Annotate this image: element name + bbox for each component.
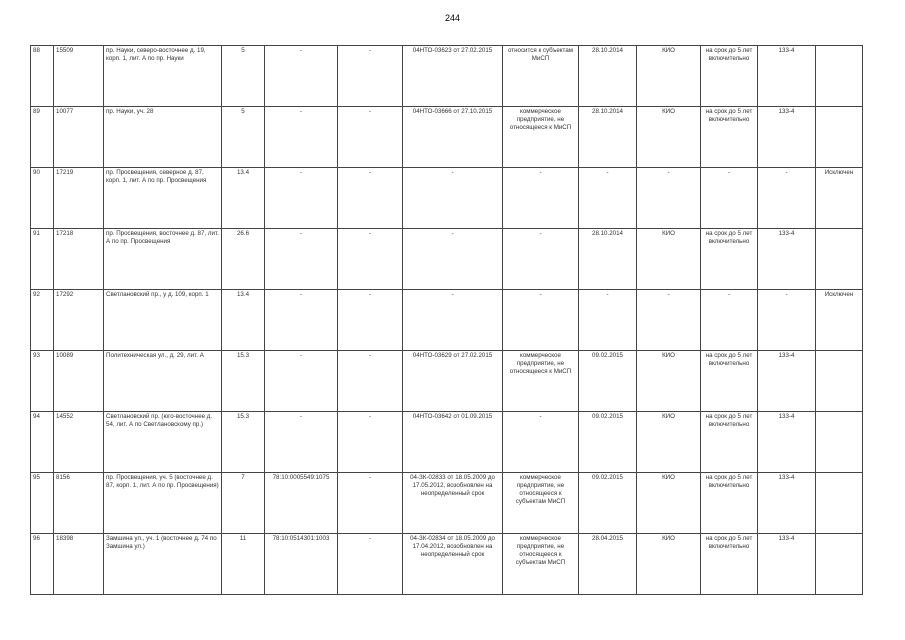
table-row [31, 412, 863, 473]
authority-cell: КИО [637, 473, 701, 534]
row-number-cell: 90 [31, 168, 54, 229]
term-cell: - [701, 168, 758, 229]
cadastral-number-cell: - [265, 107, 338, 168]
authority-cell: - [637, 290, 701, 351]
authority-cell: КИО [637, 412, 701, 473]
contract-cell: - [403, 168, 503, 229]
row-number-cell: 88 [31, 46, 54, 107]
date-cell: 28.04.2015 [579, 534, 637, 595]
contract-cell: - [403, 290, 503, 351]
authority-cell: КИО [637, 46, 701, 107]
contract-cell: 04НТО-03629 от 27.02.2015 [403, 351, 503, 412]
code-cell: 133-4 [758, 534, 816, 595]
table-row [31, 168, 863, 229]
area-cell: 13.4 [222, 290, 265, 351]
tenant-category-cell: - [503, 412, 579, 473]
col6-cell: - [338, 46, 403, 107]
contract-cell: 04НТО-03642 от 01.09.2015 [403, 412, 503, 473]
col6-cell: - [338, 351, 403, 412]
note-cell [816, 534, 863, 595]
tenant-category-cell: коммерческое предприятие, не относящееся к МиСП [503, 107, 579, 168]
date-cell: - [579, 168, 637, 229]
note-cell [816, 107, 863, 168]
area-cell: 11 [222, 534, 265, 595]
term-cell: на срок до 5 лет включительно [701, 107, 758, 168]
authority-cell: КИО [637, 534, 701, 595]
term-cell: на срок до 5 лет включительно [701, 351, 758, 412]
area-cell: 26.6 [222, 229, 265, 290]
date-cell: 09.02.2015 [579, 473, 637, 534]
authority-cell: КИО [637, 351, 701, 412]
authority-cell: КИО [637, 229, 701, 290]
term-cell: - [701, 290, 758, 351]
code-cell: - [758, 168, 816, 229]
col6-cell: - [338, 168, 403, 229]
tenant-category-cell: коммерческое предприятие, не относящееся к субъектам МиСП [503, 534, 579, 595]
cadastral-number-cell: - [265, 412, 338, 473]
object-id-cell: 17219 [54, 168, 104, 229]
address-cell: Светлановский пр., у д. 109, корп. 1 [104, 290, 222, 351]
col6-cell: - [338, 412, 403, 473]
cadastral-number-cell: - [265, 351, 338, 412]
address-cell: Замшина ул., уч. 1 (восточнее д. 74 по Замшина ул.) [104, 534, 222, 595]
address-cell: пр. Науки, уч. 28 [104, 107, 222, 168]
note-cell [816, 473, 863, 534]
cadastral-number-cell: - [265, 46, 338, 107]
object-id-cell: 10077 [54, 107, 104, 168]
date-cell: 28.10.2014 [579, 46, 637, 107]
row-number-cell: 91 [31, 229, 54, 290]
note-cell [816, 351, 863, 412]
area-cell: 15.3 [222, 351, 265, 412]
table-row [31, 534, 863, 595]
col6-cell: - [338, 107, 403, 168]
object-id-cell: 8156 [54, 473, 104, 534]
col6-cell: - [338, 473, 403, 534]
term-cell: на срок до 5 лет включительно [701, 473, 758, 534]
date-cell: 28.10.2014 [579, 229, 637, 290]
table-row [31, 290, 863, 351]
authority-cell: КИО [637, 107, 701, 168]
area-cell: 5 [222, 46, 265, 107]
address-cell: Политехническая ул., д. 29, лит. А [104, 351, 222, 412]
row-number-cell: 96 [31, 534, 54, 595]
row-number-cell: 95 [31, 473, 54, 534]
tenant-category-cell: коммерческое предприятие, не относящееся к МиСП [503, 351, 579, 412]
object-id-cell: 18398 [54, 534, 104, 595]
address-cell: пр. Просвещения, северное д. 87, корп. 1, лит. А по пр. Просвещения [104, 168, 222, 229]
contract-cell: 04НТО-03623 от 27.02.2015 [403, 46, 503, 107]
tenant-category-cell: - [503, 290, 579, 351]
note-cell: Исключен [816, 290, 863, 351]
col6-cell: - [338, 229, 403, 290]
page-number: 244 [444, 13, 461, 23]
date-cell: 09.02.2015 [579, 412, 637, 473]
code-cell: 133-4 [758, 412, 816, 473]
contract-cell: 04-ЗК-02834 от 18.05.2009 до 17.04.2012, возобновлен на неопределенный срок [403, 534, 503, 595]
address-cell: пр. Науки, северо-восточнее д. 19, корп. 1, лит. А по пр. Науки [104, 46, 222, 107]
note-cell [816, 46, 863, 107]
row-number-cell: 94 [31, 412, 54, 473]
col6-cell: - [338, 534, 403, 595]
date-cell: - [579, 290, 637, 351]
area-cell: 5 [222, 107, 265, 168]
code-cell: 133-4 [758, 107, 816, 168]
date-cell: 28.10.2014 [579, 107, 637, 168]
code-cell: - [758, 290, 816, 351]
address-cell: пр. Просвещения, восточнее д. 87, лит. А по пр. Просвещения [104, 229, 222, 290]
table-row [31, 473, 863, 534]
object-id-cell: 10089 [54, 351, 104, 412]
address-cell: Светлановский пр. (юго-восточнее д. 54, лит. А по Светлановскому пр.) [104, 412, 222, 473]
row-number-cell: 89 [31, 107, 54, 168]
address-cell: пр. Просвещения, уч. 5 (восточнее д. 87, корп. 1, лит. А по пр. Просвещения) [104, 473, 222, 534]
tenant-category-cell: коммерческое предприятие, не относящееся к субъектам МиСП [503, 473, 579, 534]
tenant-category-cell: - [503, 168, 579, 229]
code-cell: 133-4 [758, 473, 816, 534]
term-cell: на срок до 5 лет включительно [701, 534, 758, 595]
table-row [31, 46, 863, 107]
authority-cell: - [637, 168, 701, 229]
tenant-category-cell: относится к субъектам МиСП [503, 46, 579, 107]
cadastral-number-cell: - [265, 168, 338, 229]
object-id-cell: 14552 [54, 412, 104, 473]
area-cell: 13.4 [222, 168, 265, 229]
cadastral-number-cell: - [265, 290, 338, 351]
contract-cell: - [403, 229, 503, 290]
term-cell: на срок до 5 лет включительно [701, 412, 758, 473]
table-row [31, 107, 863, 168]
code-cell: 133-4 [758, 229, 816, 290]
tenant-category-cell: - [503, 229, 579, 290]
row-number-cell: 93 [31, 351, 54, 412]
contract-cell: 04-ЗК-02833 от 18.05.2009 до 17.05.2012, возобновлен на неопределенный срок [403, 473, 503, 534]
area-cell: 7 [222, 473, 265, 534]
col6-cell: - [338, 290, 403, 351]
contract-cell: 04НТО-03666 от 27.10.2015 [403, 107, 503, 168]
table-row [31, 351, 863, 412]
cadastral-number-cell: 78:10:0005549:1075 [265, 473, 338, 534]
row-number-cell: 92 [31, 290, 54, 351]
table-row [31, 229, 863, 290]
date-cell: 09.02.2015 [579, 351, 637, 412]
note-cell [816, 412, 863, 473]
code-cell: 133-4 [758, 46, 816, 107]
object-id-cell: 17292 [54, 290, 104, 351]
note-cell [816, 229, 863, 290]
term-cell: на срок до 5 лет включительно [701, 229, 758, 290]
object-id-cell: 17218 [54, 229, 104, 290]
cadastral-number-cell: - [265, 229, 338, 290]
cadastral-number-cell: 78:10:0514301:1003 [265, 534, 338, 595]
object-id-cell: 15509 [54, 46, 104, 107]
registry-table [30, 45, 863, 595]
code-cell: 133-4 [758, 351, 816, 412]
area-cell: 15.3 [222, 412, 265, 473]
note-cell: Исключен [816, 168, 863, 229]
term-cell: на срок до 5 лет включительно [701, 46, 758, 107]
